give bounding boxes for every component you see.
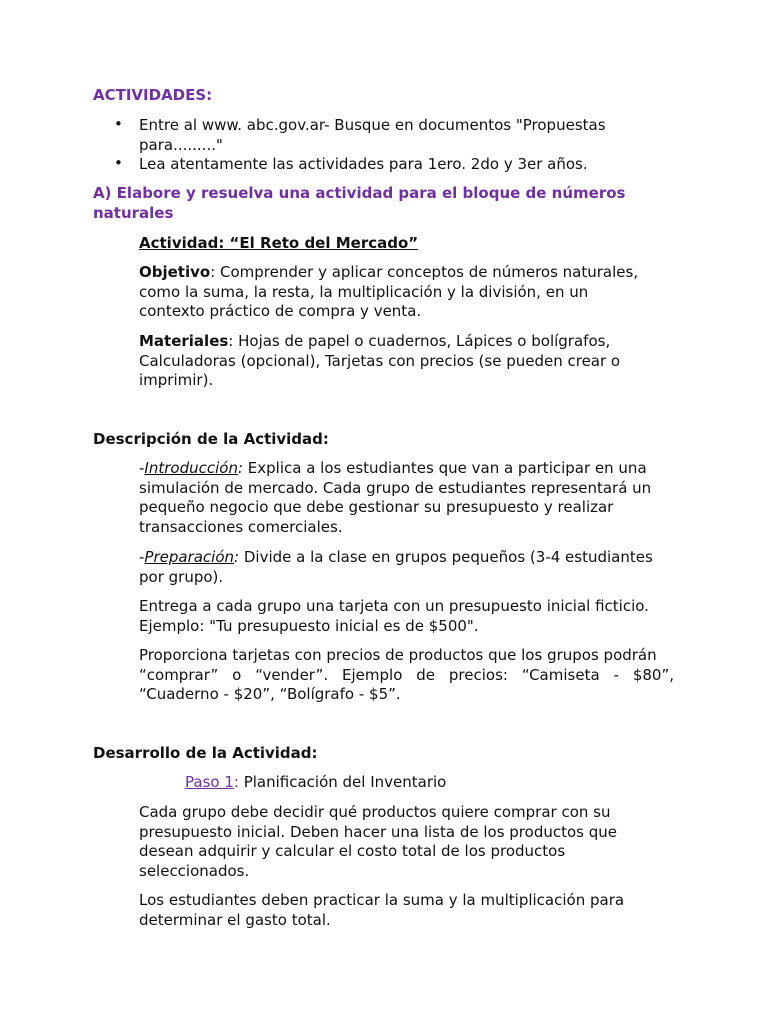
step-1-paragraph-line-4: seleccionados.: [139, 862, 250, 880]
prices-paragraph: [139, 646, 674, 705]
step-1-paragraph-line-2: presupuesto inicial. Deben hacer una lista de los productos que: [139, 823, 617, 841]
practice-line-1: Los estudiantes deben practicar la suma y la multiplicación para: [139, 891, 625, 909]
step-1-label: Paso 1: [185, 773, 234, 791]
step-1-paragraph-line-1: Cada grupo debe decidir qué productos quiere comprar con su: [139, 803, 611, 821]
preparation-line-2: por grupo).: [139, 568, 224, 586]
activities-heading: ACTIVIDADES:: [93, 86, 213, 104]
introduction-line-1: -Introducción: Explica a los estudiantes que van a participar en una: [139, 459, 647, 477]
introduction-line-2: simulación de mercado. Cada grupo de estudiantes representará un: [139, 479, 652, 497]
bullet-1-line-1: Entre al www. abc.gov.ar- Busque en documentos "Propuestas: [139, 116, 606, 134]
section-a-heading-line-2: naturales: [93, 204, 174, 222]
introduction-line-3: pequeño negocio que debe gestionar su presupuesto y realizar: [139, 498, 614, 516]
materials-line-2: Calculadoras (opcional), Tarjetas con precios (se pueden crear o: [139, 352, 621, 370]
step-1-line: Paso 1: Planificación del Inventario: [185, 773, 447, 791]
prices-line-1: Proporciona tarjetas con precios de productos que los grupos podrán: [139, 646, 657, 664]
budget-line-1: Entrega a cada grupo una tarjeta con un presupuesto inicial ficticio.: [139, 597, 649, 615]
objective-line-2: como la suma, la resta, la multiplicación y la división, en un: [139, 283, 589, 301]
bullet-marker: •: [114, 154, 123, 172]
activity-title: Actividad: “El Reto del Mercado”: [139, 234, 419, 252]
prices-line-2: “comprar” o “vender”. Ejemplo de precios: “Camiseta - $80”,: [139, 665, 674, 684]
objective-line-1: Objetivo: Comprender y aplicar conceptos de números naturales,: [139, 263, 639, 281]
objective-line-3: contexto práctico de compra y venta.: [139, 302, 422, 320]
bullet-marker: •: [114, 115, 123, 133]
bullet-2-line-1: Lea atentamente las actividades para 1ero. 2do y 3er años.: [139, 155, 588, 173]
section-a-heading-line-1: A) Elabore y resuelva una actividad para el bloque de números: [93, 184, 626, 202]
practice-line-2: determinar el gasto total.: [139, 911, 331, 929]
description-heading: Descripción de la Actividad:: [93, 430, 329, 448]
preparation-line-1: -Preparación: Divide a la clase en grupos pequeños (3-4 estudiantes: [139, 548, 653, 566]
objective-label: Objetivo: [139, 263, 211, 281]
development-heading: Desarrollo de la Actividad:: [93, 744, 318, 762]
introduction-label: Introducción: [144, 459, 238, 477]
prices-line-3: “Cuaderno - $20”, “Bolígrafo - $5”.: [139, 685, 401, 703]
preparation-label: Preparación: [144, 548, 235, 566]
materials-line-3: imprimir).: [139, 371, 214, 389]
step-1-paragraph-line-3: desean adquirir y calcular el costo total de los productos: [139, 842, 566, 860]
bullet-1-line-2: para.........": [139, 136, 223, 154]
budget-line-2: Ejemplo: "Tu presupuesto inicial es de $500".: [139, 617, 479, 635]
materials-label: Materiales: [139, 332, 229, 350]
materials-line-1: Materiales: Hojas de papel o cuadernos, Lápices o bolígrafos,: [139, 332, 611, 350]
introduction-line-4: transacciones comerciales.: [139, 518, 343, 536]
